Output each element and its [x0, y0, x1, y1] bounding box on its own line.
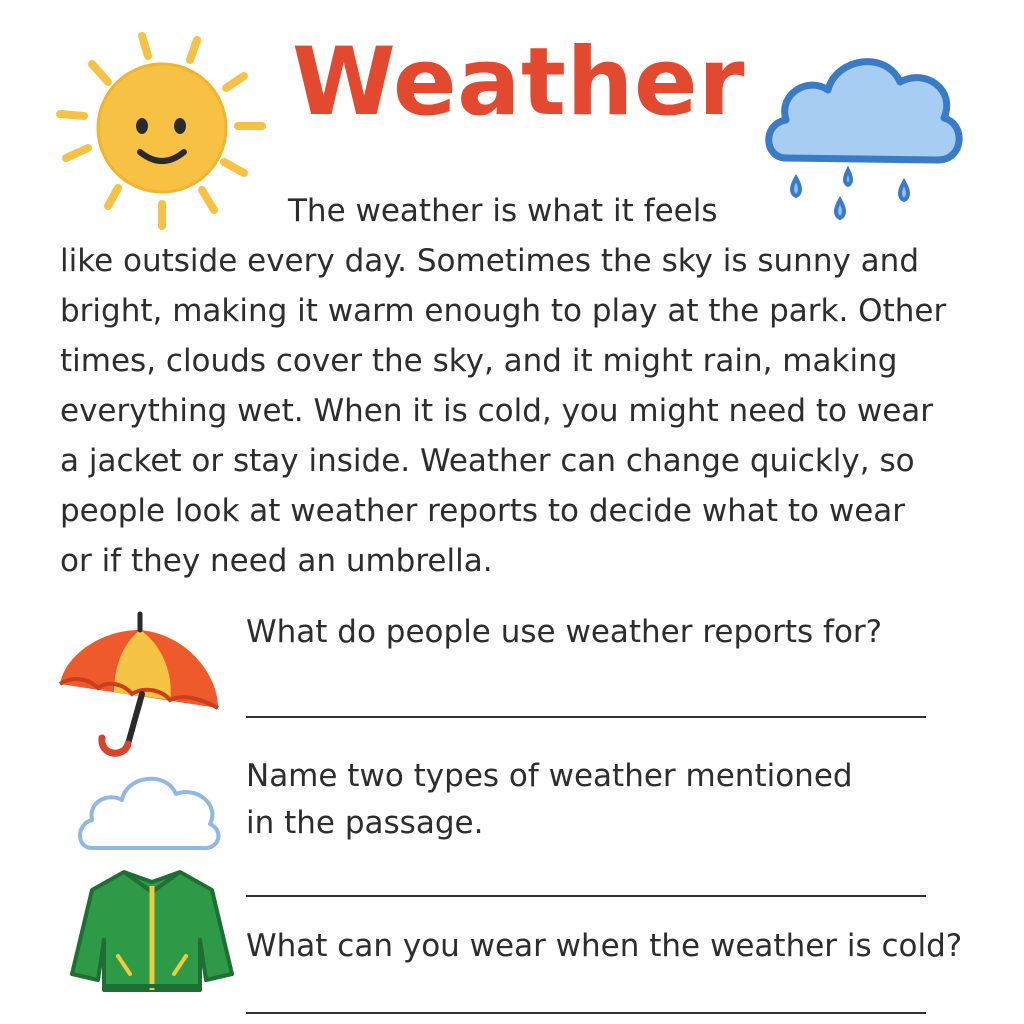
- page-title: Weather: [292, 28, 745, 137]
- answer-line-1[interactable]: [246, 716, 926, 718]
- cloud-outline-icon: [74, 764, 224, 856]
- question-3-text: What can you wear when the weather is cold?: [246, 928, 963, 964]
- passage-line: The weather is what it feels: [288, 193, 718, 229]
- passage-line: a jacket or stay inside. Weather can change quickly, so: [60, 443, 915, 479]
- rain-cloud-icon: [758, 40, 968, 230]
- passage-line: times, clouds cover the sky, and it might rain, making: [60, 343, 898, 379]
- answer-line-3[interactable]: [246, 1012, 926, 1014]
- passage-line: everything wet. When it is cold, you might need to wear: [60, 393, 934, 429]
- passage-line: or if they need an umbrella.: [60, 543, 493, 579]
- question-2-text-line-1: Name two types of weather mentioned: [246, 758, 853, 794]
- sun-icon: [52, 28, 272, 238]
- jacket-icon: [66, 862, 238, 996]
- answer-line-2[interactable]: [246, 895, 926, 897]
- passage-line: people look at weather reports to decide what to wear: [60, 493, 906, 529]
- question-1-text: What do people use weather reports for?: [246, 614, 883, 650]
- passage-line: bright, making it warm enough to play at the park. Other: [60, 293, 947, 329]
- question-2-text-line-2: in the passage.: [246, 805, 484, 841]
- passage-line: like outside every day. Sometimes the sky is sunny and: [60, 243, 919, 279]
- umbrella-icon: [58, 604, 228, 760]
